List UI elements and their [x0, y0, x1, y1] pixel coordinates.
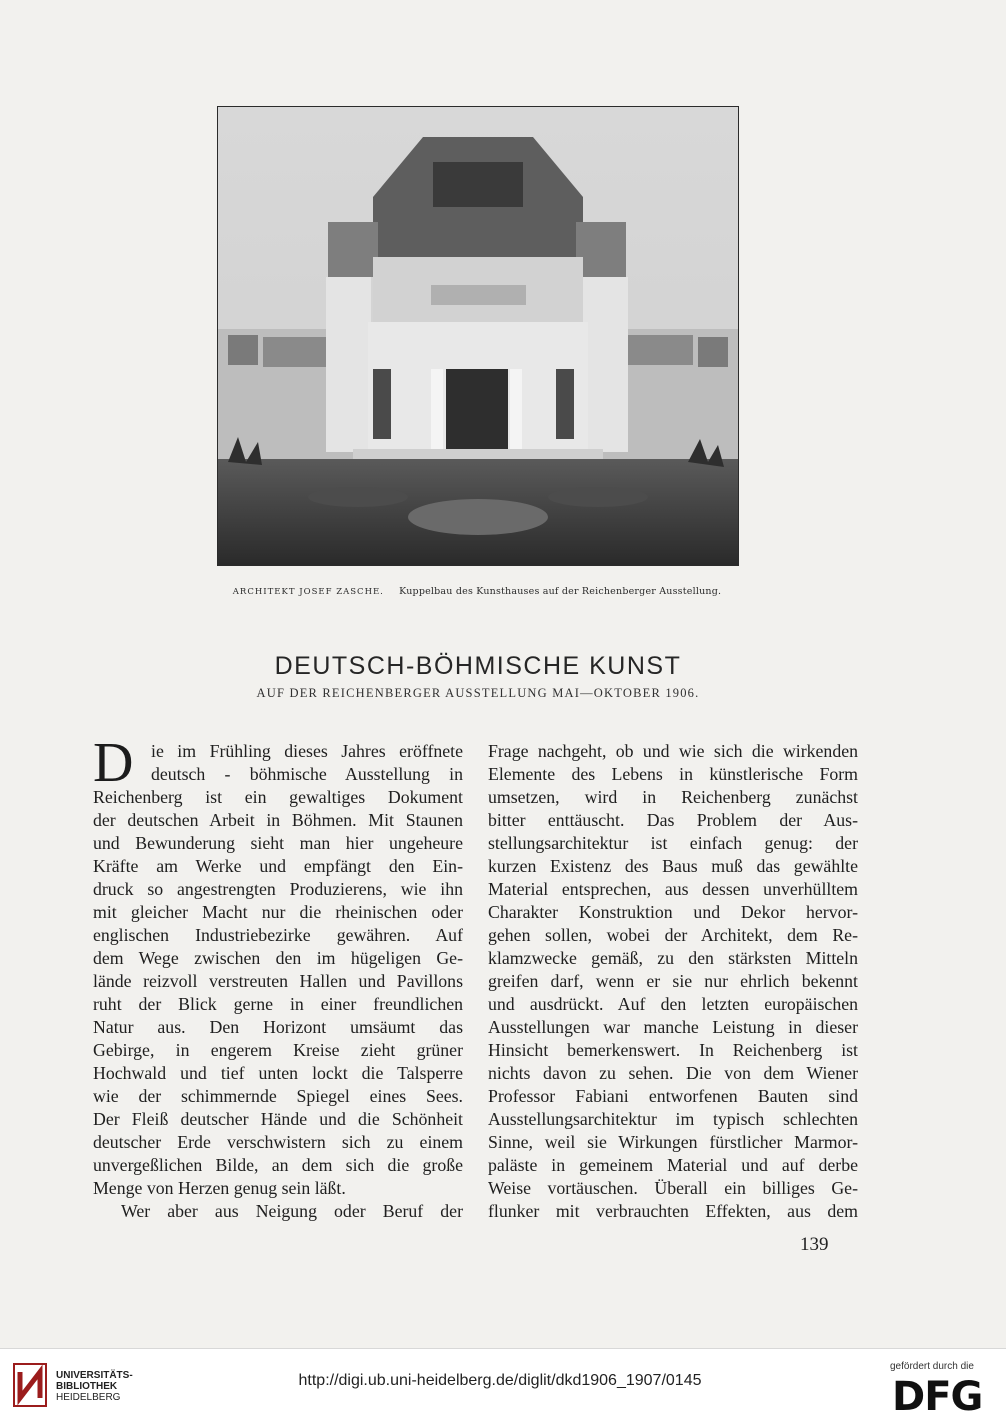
text-line: deutscher Erde verschwistern sich zu einem: [93, 1132, 463, 1152]
text-line: bitter enttäuscht. Das Problem der Aus-: [488, 810, 858, 830]
text-line: englischen Industriebezirke gewähren. Auf: [93, 925, 463, 945]
text-line: Wer aber aus Neigung oder Beruf der: [121, 1201, 463, 1221]
text-line: unvergeßlichen Bilde, an dem sich die große: [93, 1155, 463, 1175]
text-line: greifen darf, wenn er sie nur ehrlich bekennt: [488, 971, 858, 991]
text-line: Kräfte am Werke und empfängt den Ein-: [93, 856, 463, 876]
article-subtitle: AUF DER REICHENBERGER AUSSTELLUNG MAI—OKTOBER 1906.: [256, 686, 700, 700]
text-line: mit gleicher Macht nur die rheinischen oder: [93, 902, 463, 922]
text-line: kurzen Existenz des Baus muß das gewählte: [488, 856, 858, 876]
library-line-1: UNIVERSITÄTS-: [56, 1370, 133, 1381]
text-line: Ausstellungsarchitektur im typisch schlechten: [488, 1109, 858, 1129]
text-line: Charakter Konstruktion und Dekor hervor-: [488, 902, 858, 922]
figure-caption: [217, 586, 737, 597]
text-line: paläste in gemeinem Material und auf derbe: [488, 1155, 858, 1175]
architecture-photo: [217, 106, 739, 566]
text-line: flunker mit verbrauchten Effekten, aus dem: [488, 1201, 858, 1221]
text-line: Elemente des Lebens in künstlerische Form: [488, 764, 858, 784]
drop-cap: D: [93, 732, 134, 794]
text-line: wie der schimmernde Spiegel eines Sees.: [93, 1086, 463, 1106]
library-name[interactable]: [56, 1370, 133, 1403]
text-line: ie im Frühling dieses Jahres eröffnete: [151, 741, 463, 761]
university-library-logo-icon[interactable]: [12, 1362, 48, 1408]
text-line: umsetzen, wird in Reichenberg zunächst: [488, 787, 858, 807]
text-line: klamzwecke gemäß, zu den stärksten Mitteln: [488, 948, 858, 968]
text-line: und ausdrückt. Auf den letzten europäischen: [488, 994, 858, 1014]
text-line: Reichenberg ist ein gewaltiges Dokument: [93, 787, 463, 807]
page-number: 139: [800, 1234, 829, 1255]
dfg-logo[interactable]: DFG: [892, 1374, 983, 1420]
right-column: [488, 740, 858, 1223]
text-line: lände reizvoll verstreuten Hallen und Pavillons: [93, 971, 463, 991]
text-line: dem Wege zwischen den im hügeligen Ge-: [93, 948, 463, 968]
text-line: Hochwald und tief unten lockt die Talsperre: [93, 1063, 463, 1083]
text-line: und Bewunderung sieht man hier ungeheure: [93, 833, 463, 853]
caption-text: Kuppelbau des Kunsthauses auf der Reichenberger Ausstellung.: [399, 586, 722, 597]
library-line-3: HEIDELBERG: [56, 1392, 121, 1403]
text-line: druck so angestrengten Produzierens, wie ihn: [93, 879, 463, 899]
text-line: Weise vortäuschen. Überall ein billiges Ge-: [488, 1178, 858, 1198]
permalink-url[interactable]: http://digi.ub.uni-heidelberg.de/diglit/dkd1906_1907/0145: [298, 1372, 702, 1389]
text-line: Material entsprechen, aus dessen unverhülltem: [488, 879, 858, 899]
text-line: Sinne, weil sie Wirkungen fürstlicher Marmor-: [488, 1132, 858, 1152]
text-line: stellungsarchitektur ist einfach genug: der: [488, 833, 858, 853]
text-line: der deutschen Arbeit in Böhmen. Mit Staunen: [93, 810, 463, 830]
text-line: nichts davon zu sehen. Die von dem Wiener: [488, 1063, 858, 1083]
caption-architect: ARCHITEKT JOSEF ZASCHE.: [232, 587, 384, 597]
text-line: Natur aus. Den Horizont umsäumt das: [93, 1017, 463, 1037]
text-line: gehen sollen, wobei der Architekt, dem Re-: [488, 925, 858, 945]
text-line: Frage nachgeht, ob und wie sich die wirkenden: [488, 741, 858, 761]
library-line-2: BIBLIOTHEK: [56, 1381, 118, 1392]
text-line: Hinsicht bemerkenswert. In Reichenberg ist: [488, 1040, 858, 1060]
text-line: Professor Fabiani entworfenen Bauten sind: [488, 1086, 858, 1106]
text-line: Ausstellungen war manche Leistung in dieser: [488, 1017, 858, 1037]
article-title: DEUTSCH-BÖHMISCHE KUNST: [274, 652, 682, 680]
left-column: [93, 732, 463, 1223]
text-line: deutsch - böhmische Ausstellung in: [151, 764, 463, 784]
text-line: Menge von Herzen genug sein läßt.: [93, 1178, 346, 1198]
text-line: ruht der Blick gerne in einer freundlichen: [93, 994, 463, 1014]
funding-note: gefördert durch die: [890, 1361, 974, 1372]
text-line: Gebirge, in engerem Kreise zieht grüner: [93, 1040, 463, 1060]
text-line: Der Fleiß deutscher Hände und die Schönheit: [93, 1109, 463, 1129]
